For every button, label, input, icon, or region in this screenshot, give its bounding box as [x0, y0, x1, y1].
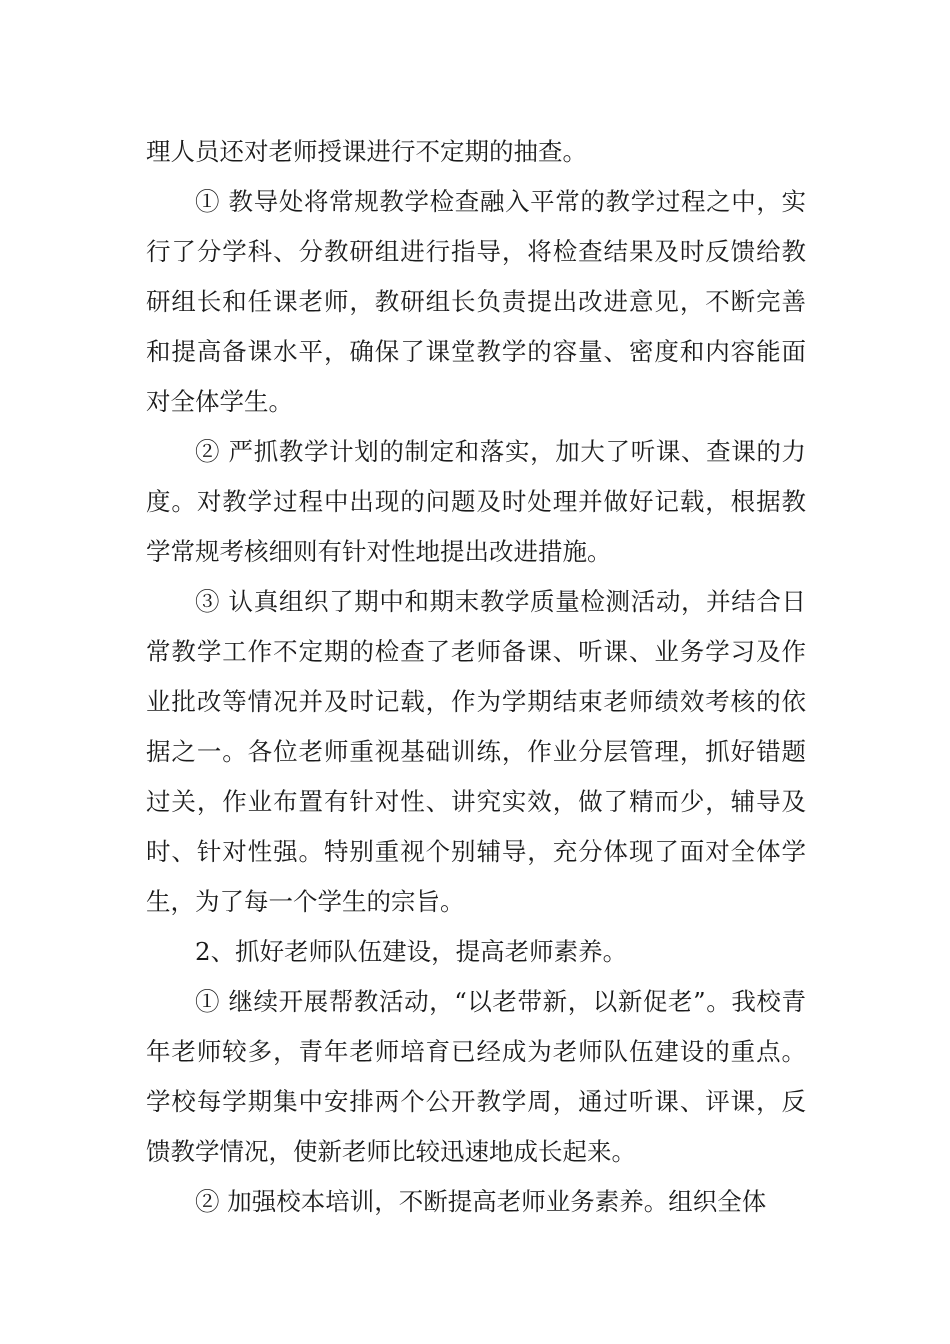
paragraph-continuation: 理人员还对老师授课进行不定期的抽查。 — [146, 137, 587, 166]
document-body — [146, 127, 806, 1227]
paragraph-item-1-routine-checks: ① 教导处将常规教学检查融入平常的教学过程之中，实行了分学科、分教研组进行指导，将检查结果及时反馈给教研组长和任课老师，教研组长负责提出改进意见，不断完善和提高备课水平，确保了课堂教学的容量、密度和内容能面对全体学生。 — [146, 187, 806, 416]
paragraph-item-3-quality-testing: ③ 认真组织了期中和期末教学质量检测活动，并结合日常教学工作不定期的检查了老师备课、听课、业务学习及作业批改等情况并及时记载，作为学期结束老师绩效考核的依据之一。各位老师重视基础训练，作业分层管理，抓好错题过关，作业布置有针对性、讲究实效，做了精而少，辅导及时、针对性强。特别重视个别辅导，充分体现了面对全体学生，为了每一个学生的宗旨。 — [146, 587, 806, 916]
section-heading-teacher-team: 2、抓好老师队伍建设，提高老师素养。 — [195, 937, 628, 966]
paragraph-item-2-school-training: ② 加强校本培训，不断提高老师业务素养。组织全体 — [195, 1187, 767, 1216]
paragraph-item-2-teaching-plan: ② 严抓教学计划的制定和落实，加大了听课、查课的力度。对教学过程中出现的问题及时处理并做好记载，根据教学常规考核细则有针对性地提出改进措施。 — [146, 437, 806, 566]
paragraph-item-1-mentoring: ① 继续开展帮教活动，“以老带新，以新促老”。我校青年老师较多，青年老师培育已经成为老师队伍建设的重点。学校每学期集中安排两个公开教学周，通过听课、评课，反馈教学情况，使新老师比较迅速地成长起来。 — [146, 987, 806, 1166]
